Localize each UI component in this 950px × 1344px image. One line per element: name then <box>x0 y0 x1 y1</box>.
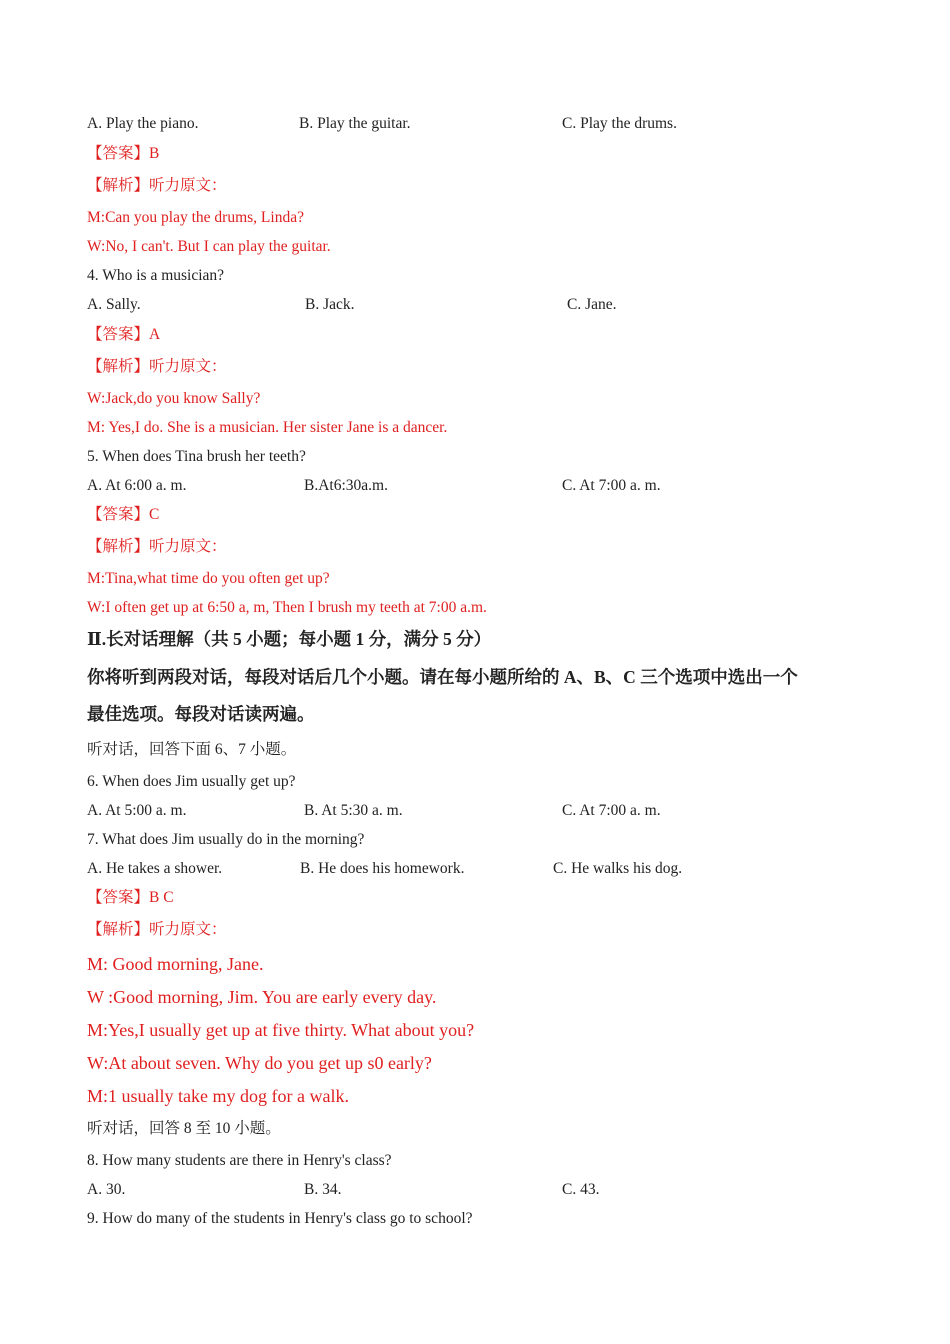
q6-option-b: B. At 5:30 a. m. <box>304 802 403 819</box>
q8-question: 8. How many students are there in Henry's class? <box>87 1152 392 1169</box>
q4-analysis-label: 【解析】听力原文： <box>87 358 227 375</box>
q5-option-b: B.At6:30a.m. <box>304 477 388 494</box>
q4-question: 4. Who is a musician? <box>87 267 225 284</box>
q67-script-line-5: M:1 usually take my dog for a walk. <box>87 1086 349 1106</box>
section-2-instruction-line-2: 最佳选项。每段对话读两遍。 <box>87 704 315 724</box>
q67-script-line-3: M:Yes,I usually get up at five thirty. What about you? <box>87 1020 475 1040</box>
q5-script-line-2: W:I often get up at 6:50 a, m, Then I brush my teeth at 7:00 a.m. <box>87 599 487 616</box>
q67-answer: 【答案】B C <box>87 889 174 906</box>
q3-option-a: A. Play the piano. <box>87 115 199 132</box>
q5-answer: 【答案】C <box>87 506 160 523</box>
q4-option-b: B. Jack. <box>305 296 355 313</box>
q7-option-b: B. He does his homework. <box>300 860 465 877</box>
q7-option-c: C. He walks his dog. <box>553 860 683 877</box>
q8-option-a: A. 30. <box>87 1181 126 1198</box>
q8-option-c: C. 43. <box>562 1181 600 1198</box>
q7-question: 7. What does Jim usually do in the morning? <box>87 831 365 848</box>
q3-analysis-label: 【解析】听力原文： <box>87 177 227 194</box>
q5-option-c: C. At 7:00 a. m. <box>562 477 661 494</box>
q7-option-a: A. He takes a shower. <box>87 860 223 877</box>
q4-script-line-1: W:Jack,do you know Sally? <box>87 390 261 407</box>
q5-analysis-label: 【解析】听力原文： <box>87 538 227 555</box>
q3-answer: 【答案】B <box>87 145 160 162</box>
section-2-title: Ⅱ.长对话理解（共 5 小题；每小题 1 分，满分 5 分） <box>87 629 492 649</box>
q6-option-c: C. At 7:00 a. m. <box>562 802 661 819</box>
q67-script-line-4: W:At about seven. Why do you get up s0 early? <box>87 1053 432 1073</box>
q67-analysis-label: 【解析】听力原文： <box>87 921 227 938</box>
q6-option-a: A. At 5:00 a. m. <box>87 802 187 819</box>
q5-option-a: A. At 6:00 a. m. <box>87 477 187 494</box>
q9-question: 9. How do many of the students in Henry's class go to school? <box>87 1210 473 1227</box>
q67-script-line-2: W :Good morning, Jim. You are early every day. <box>87 987 437 1007</box>
q3-option-c: C. Play the drums. <box>562 115 677 132</box>
q4-option-c: C. Jane. <box>567 296 617 313</box>
q67-script-line-1: M: Good morning, Jane. <box>87 954 264 974</box>
q6-question: 6. When does Jim usually get up? <box>87 773 296 790</box>
q4-option-a: A. Sally. <box>87 296 141 313</box>
q4-script-line-2: M: Yes,I do. She is a musician. Her sister Jane is a dancer. <box>87 419 448 436</box>
q4-answer: 【答案】A <box>87 326 161 343</box>
q5-script-line-1: M:Tina,what time do you often get up? <box>87 570 330 587</box>
q3-option-b: B. Play the guitar. <box>299 115 411 132</box>
q8-option-b: B. 34. <box>304 1181 342 1198</box>
q5-question: 5. When does Tina brush her teeth? <box>87 448 306 465</box>
q3-script-line-2: W:No, I can't. But I can play the guitar. <box>87 238 331 255</box>
q3-script-line-1: M:Can you play the drums, Linda? <box>87 209 304 226</box>
section-2-instruction-line-1: 你将听到两段对话，每段对话后几个小题。请在每小题所给的 A、B、C 三个选项中选出一个 <box>87 667 798 687</box>
dialog-2-intro: 听对话，回答 8 至 10 小题。 <box>87 1120 281 1137</box>
dialog-1-intro: 听对话，回答下面 6、7 小题。 <box>87 741 297 758</box>
